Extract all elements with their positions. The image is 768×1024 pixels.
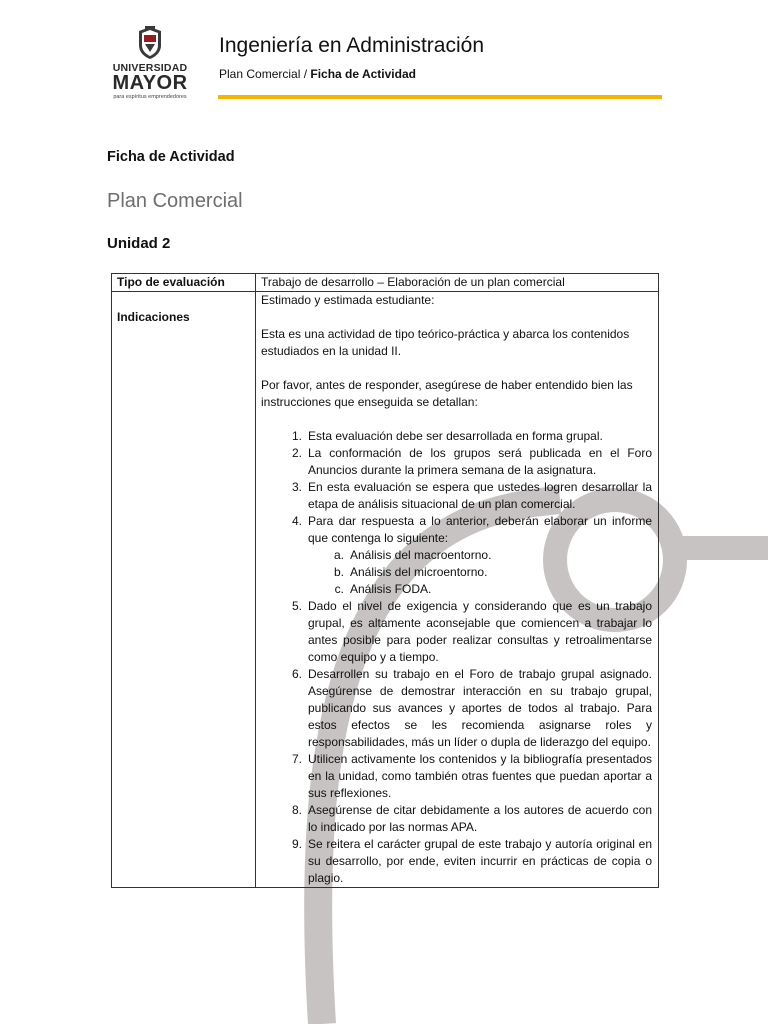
- logo-line2: MAYOR: [112, 72, 188, 94]
- list-item: 2. La conformación de los grupos será publicada en el Foro Anuncios durante la primera semana de la asignatura.: [291, 446, 652, 477]
- intro-text: Esta es una actividad de tipo teórico-práctica y abarca los contenidos estudiados en la unidad II.: [261, 327, 630, 358]
- table-row: [112, 274, 659, 292]
- header-accent-rule: [218, 95, 662, 99]
- greeting-text: Estimado y estimada estudiante:: [261, 293, 435, 307]
- document-type-heading: Ficha de Actividad: [107, 149, 235, 165]
- program-title: Ingeniería en Administración: [219, 34, 484, 57]
- evaluation-type-value: Trabajo de desarrollo – Elaboración de un plan comercial: [256, 274, 659, 292]
- list-item: 8. Asegúrense de citar debidamente a los autores de acuerdo con lo indicado por las normas APA.: [291, 803, 652, 834]
- shield-icon: [137, 26, 163, 60]
- indications-label-cell: [112, 292, 256, 888]
- sub-list-item: a. Análisis del macroentorno.: [333, 548, 492, 562]
- sub-list-item: c. Análisis FODA.: [334, 582, 432, 596]
- list-item: 9. Se reitera el carácter grupal de este trabajo y autoría original en su desarrollo, por ende, eviten incurrir en prácticas de copia o plagio.: [291, 837, 652, 885]
- indications-content: [256, 292, 659, 888]
- unit-heading: Unidad 2: [107, 235, 171, 252]
- logo-line1: UNIVERSIDAD: [112, 62, 188, 74]
- list-item: 6. Desarrollen su trabajo en el Foro de trabajo grupal asignado. Asegúrense de demostrar interacción en su trabajo grupal, publicando sus avances y aportes de todos al trabajo. Para estos efectos se les recomienda asignarse roles y responsabilidades, más un líder o dupla de liderazgo del equipo.: [291, 667, 652, 749]
- list-item: 7. Utilicen activamente los contenidos y la bibliografía presentados en la unidad, como también otras fuentes que puedan aportar a sus reflexiones.: [291, 752, 652, 800]
- instructions-intro-text: Por favor, antes de responder, asegúrese de haber entendido bien las instrucciones que enseguida se detallan:: [261, 378, 633, 409]
- list-item: 3. En esta evaluación se espera que ustedes logren desarrollar la etapa de análisis situacional de un plan comercial.: [291, 480, 652, 511]
- document-title: Plan Comercial: [107, 190, 243, 212]
- university-logo: [104, 26, 196, 106]
- header-doc: Ficha de Actividad: [310, 67, 416, 81]
- list-item: 1. Esta evaluación debe ser desarrollada en forma grupal.: [291, 429, 603, 443]
- sub-list: [308, 547, 652, 598]
- table-row: [112, 292, 659, 888]
- header-subtitle: [219, 67, 416, 81]
- evaluation-type-label: Tipo de evaluación: [112, 274, 256, 292]
- logo-tagline: para espíritus emprendedores: [113, 94, 187, 100]
- sub-list-item: b. Análisis del microentorno.: [333, 565, 488, 579]
- indications-label: Indicaciones: [117, 310, 190, 324]
- header-course: Plan Comercial /: [219, 67, 311, 81]
- list-item: 5. Dado el nivel de exigencia y considerando que es un trabajo grupal, es altamente aconsejable que comiencen a trabajar lo antes posible para poder realizar consultas y retroalimentarse como equipo y a tiempo.: [291, 599, 652, 664]
- instructions-list: [261, 428, 652, 887]
- activity-table: [111, 273, 659, 888]
- list-item: 4. Para dar respuesta a lo anterior, deberán elaborar un informe que contenga lo siguiente: a. Análisis del macroentorno. b. Análisis del microentorno. c. Análisis FODA.: [291, 514, 652, 596]
